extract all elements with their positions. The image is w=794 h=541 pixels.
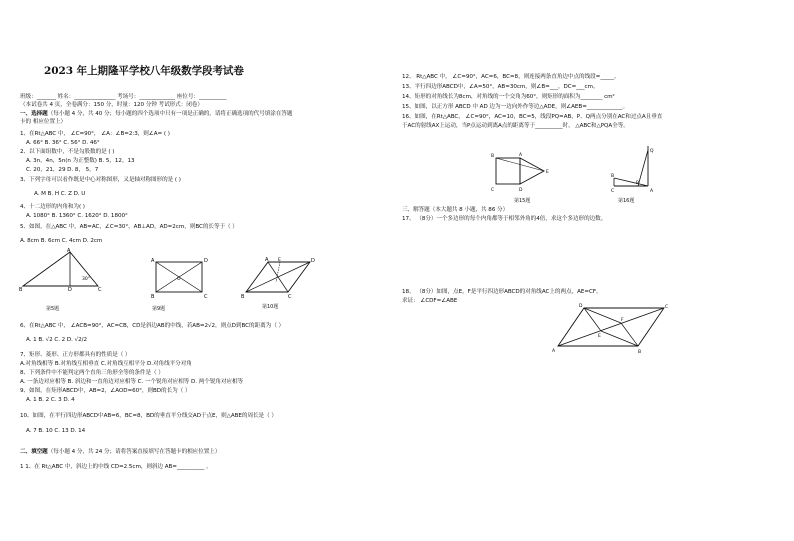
fig9-label-d: D xyxy=(204,258,208,264)
fig10-label-b: B xyxy=(241,294,245,300)
question-11: 1 1、在 Rt△ABC 中，斜边上的中线 CD=2.5cm，则斜边 AB=__________ 。 xyxy=(20,464,212,470)
question-3: 3、下列字母可以看作既是中心对称图形，又是轴对称图形的是 ( ) xyxy=(20,177,181,183)
fig5-label-a: A xyxy=(67,248,71,254)
section2-title-rest: （每小题 4 分，共 24 分；请将答案直接填写在答题卡的相应位置上） xyxy=(47,449,221,455)
fig5-label-b: B xyxy=(19,287,23,292)
fig5-angle-label: 30° xyxy=(82,277,90,282)
fig10-label-e: E xyxy=(278,258,281,263)
fig16-label-b: B xyxy=(611,174,615,179)
fig5-label-c: C xyxy=(98,287,102,292)
figure-9-caption: 第9题 xyxy=(152,306,166,312)
fig16-label-a: A xyxy=(650,189,654,194)
question-15: 15、如图，以正方形 ABCD 中 AD 边为一边向外作等边△ADE，则∠AEB=_____________。 xyxy=(402,104,629,110)
question-5-options: A. 8cm B. 6cm C. 4cm D. 2cm xyxy=(20,238,103,244)
fig10-label-a: A xyxy=(265,257,269,263)
section1-title-line2: 卡的 相应位置上） xyxy=(20,119,67,125)
figure-15 xyxy=(490,146,560,198)
question-7: 7、矩形、菱形、正方形都具有的性质是（ ） xyxy=(20,352,131,358)
question-2-options-2: C. 20，21，29 D. 8， 5，7 xyxy=(26,167,99,173)
figure-5 xyxy=(18,248,118,292)
fig18-label-d: D xyxy=(579,304,583,309)
question-14: 14、矩形的对角线长为8cm，对角线的一个交角为60°，则矩形的面积为________ cm² xyxy=(402,94,615,100)
fig16-label-p: P xyxy=(636,181,639,186)
question-10-options: A. 7 B. 10 C. 13 D. 14 xyxy=(26,428,86,434)
fig10-label-d: D xyxy=(311,258,315,264)
fig10-label-c: C xyxy=(288,294,292,300)
question-2: 2、以下面组数中，不是勾股数的是 ( ) xyxy=(20,149,115,155)
section3-heading: 三、解答题（本大题共 8 小题，共 86 分） xyxy=(402,207,509,213)
question-12: 12、 Rt△ABC 中， ∠C=90°，AC=6，BC=8，则连接两条直角边中点的线段=_____。 xyxy=(402,74,620,80)
question-18-claim: 求证： ∠CDF=∠ABE xyxy=(402,298,458,304)
exam-title: 2023 年上期隆平学校八年级数学段考试卷 xyxy=(44,65,244,77)
fig18-label-b: B xyxy=(638,350,642,355)
question-10: 10、如图，在平行四边形ABCD中AB=6，BC=8，BD的垂直平分线交AD于点E，则△ABE的周长是（ ） xyxy=(20,413,277,419)
question-17: 17、 （8分）一个多边形的每个内角都等于相邻外角的4倍，求这个多边形的边数。 xyxy=(402,216,607,222)
question-2-options-1: A. 3n，4n，5n(n 为正整数) B. 5，12，13 xyxy=(26,158,135,164)
fig18-label-f: F xyxy=(621,318,624,323)
question-5: 5、如图，在△ABC 中，AB=AC，∠C=30°，AB⊥AD，AD=2cm，则BC的长等于（ ） xyxy=(20,224,238,230)
section1-heading xyxy=(20,111,292,118)
figure-10-caption: 第10题 xyxy=(262,304,279,310)
exam-notice: （本试卷共 4 页，全卷满分：150 分，时量：120 分钟 考试形式：闭卷） xyxy=(20,102,203,108)
fig18-label-c: C xyxy=(665,305,669,310)
section2-heading xyxy=(20,449,220,456)
fig5-label-d: D xyxy=(68,287,72,292)
question-6-options: A. 1 B. √2 C. 2 D. √2/2 xyxy=(26,337,87,343)
section1-title-bold: 一、选择题 xyxy=(20,111,48,117)
question-8-options: A. 一条边对应相等 B. 斜边和一直角边对应相等 C. 一个锐角对应相等 D. 两个锐角对应相等 xyxy=(20,379,244,385)
fig9-label-a: A xyxy=(151,258,155,264)
figure-16-caption: 第16题 xyxy=(618,198,635,204)
section1-title-rest: （每小题 4 分，共 40 分；每小题的四个选项中只有一项是正确的，请将正确选项的代号填涂在答题 xyxy=(47,111,293,117)
question-9: 9、如图，在矩形ABCD中，AB=2，∠AOD=60°，则BD的长为（ ） xyxy=(20,388,191,394)
fig15-label-d: D xyxy=(519,188,523,193)
fig16-label-c: C xyxy=(611,189,615,194)
question-9-options: A. 1 B. 2 C. 3 D. 4 xyxy=(26,397,75,403)
figure-18 xyxy=(548,302,672,356)
figure-16 xyxy=(610,140,666,194)
question-3-options: A. M B. H C. Z D. U xyxy=(34,191,86,197)
fig9-label-o: O xyxy=(177,277,181,282)
question-4: 4、十二边形的内角和为( ) xyxy=(20,204,85,210)
fig18-label-a: A xyxy=(552,349,556,354)
question-8: 8、下列条件中不能判定两个直角三角形全等的条件是（ ） xyxy=(20,370,164,376)
fig9-label-b: B xyxy=(151,294,155,300)
figure-9 xyxy=(150,258,210,300)
fig15-label-c: C xyxy=(491,188,495,193)
section2-title-bold: 二、填空题 xyxy=(20,449,48,455)
question-16-cont: 于AC的射线AX上运动，当P点运动到离A点的距离等于__________时， △ABC和△PQA全等。 xyxy=(402,123,629,129)
question-18: 18、 （8分）如图，点E，F是平行四边形ABCD的对角线AC上的两点，AE=CF。 xyxy=(402,289,602,295)
fig15-label-a: A xyxy=(519,153,523,158)
fig15-label-e: E xyxy=(546,170,549,175)
figure-10 xyxy=(240,256,320,300)
question-7-options: A.对角线相等 B.对角线互相垂直 C.对角线互相平分 D.对角线平分对角 xyxy=(20,361,192,367)
question-16: 16、如图，在Rt△ABC， ∠C=90°，AC=10，BC=5，线段PQ=AB，P、Q两点分别在AC和过点A且垂直 xyxy=(402,114,663,120)
fig18-label-e: E xyxy=(598,334,601,339)
fig15-label-b: B xyxy=(491,154,495,159)
question-6: 6、在Rt△ABC 中， ∠ACB=90°，AC=CB，CD是斜边AB的中线，若AB=2√2，则点D到BC的距离为（ ） xyxy=(20,323,285,329)
question-4-options: A. 1080° B. 1360° C. 1620° D. 1800° xyxy=(26,213,128,219)
figure-15-caption: 第15题 xyxy=(514,198,531,204)
fig9-label-c: C xyxy=(204,294,208,300)
figure-5-caption: 第5题 xyxy=(46,306,60,312)
student-info-line: 班级：_______ 姓名：_______________ 考场号：_____________ 座位号：__________ xyxy=(20,94,227,100)
fig16-label-q: Q xyxy=(650,149,654,154)
question-1: 1、在Rt△ABC 中， ∠C=90°， ∠A：∠B=2:3，则∠A= ( ) xyxy=(20,131,170,137)
question-1-options: A. 66° B. 36° C. 56° D. 46° xyxy=(26,140,100,146)
question-13: 13、平行四边形ABCD中，∠A=50°，AB=30cm，则∠B=___，DC=___cm。 xyxy=(402,84,599,90)
